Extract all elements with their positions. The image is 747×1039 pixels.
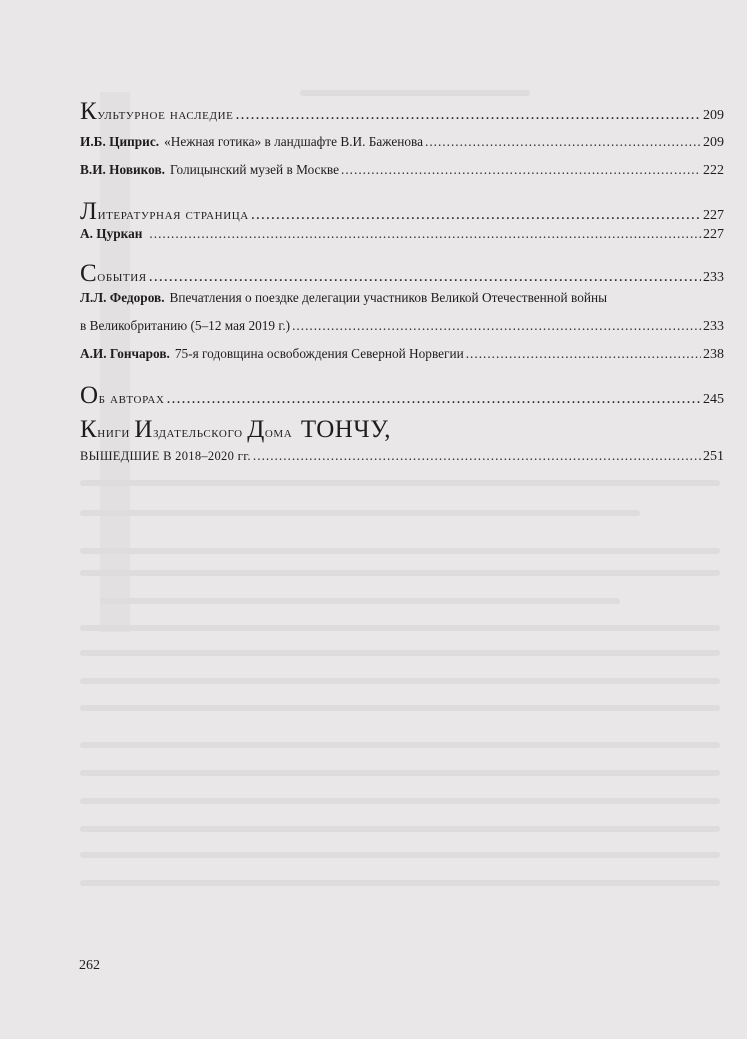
section-title: События bbox=[80, 260, 147, 287]
page-number: 227 bbox=[703, 208, 724, 223]
dot-leader bbox=[149, 226, 701, 242]
section-title: Культурное наследие bbox=[80, 98, 234, 125]
toc-section-heading bbox=[80, 260, 724, 288]
article-author: Л.Л. Федоров. bbox=[80, 290, 165, 305]
article-title: Впечатления о поездке делегации участников Великой Отечественной войны bbox=[169, 290, 608, 305]
show-through-line bbox=[80, 742, 720, 748]
show-through-line bbox=[80, 510, 640, 516]
toc-article bbox=[80, 226, 724, 243]
page-number: 238 bbox=[703, 347, 724, 362]
dot-leader bbox=[292, 318, 701, 334]
dot-leader bbox=[466, 346, 701, 362]
show-through-line bbox=[80, 826, 720, 832]
article-title: Голицынский музей в Москве bbox=[170, 162, 340, 177]
show-through-line bbox=[80, 705, 720, 711]
books-title-word: дома bbox=[247, 416, 293, 443]
show-through-line bbox=[80, 480, 720, 486]
dot-leader bbox=[425, 134, 701, 150]
show-through-line bbox=[80, 880, 720, 886]
show-through-line bbox=[80, 548, 720, 554]
article-title-continuation: в Великобританию (5–12 мая 2019 г.) bbox=[80, 318, 291, 333]
show-through-line bbox=[80, 852, 720, 858]
dot-leader bbox=[251, 206, 701, 224]
books-subtitle-entry bbox=[80, 448, 724, 465]
section-title: Литературная страница bbox=[80, 198, 249, 225]
article-author: А.И. Гончаров. bbox=[80, 346, 170, 361]
toc-article bbox=[80, 162, 724, 179]
page-number: 233 bbox=[703, 270, 724, 285]
toc-section-heading bbox=[80, 98, 724, 126]
toc-article-continuation bbox=[80, 318, 724, 335]
show-through-line bbox=[100, 598, 620, 604]
article-author: И.Б. Циприс. bbox=[80, 134, 160, 149]
show-through-line bbox=[300, 90, 530, 96]
article-title: 75-я годовщина освобождения Северной Норвегии bbox=[174, 346, 464, 361]
article-title: «Нежная готика» в ландшафте В.И. Баженова bbox=[164, 134, 423, 149]
books-section-heading bbox=[80, 416, 391, 444]
books-subtitle: ВЫШЕДШИЕ В 2018–2020 bbox=[80, 449, 235, 463]
show-through-line bbox=[80, 650, 720, 656]
show-through-line bbox=[80, 625, 720, 631]
books-subtitle-tail: гг. bbox=[237, 448, 251, 463]
dot-leader bbox=[253, 448, 701, 464]
section-title: Об авторах bbox=[80, 382, 165, 409]
toc-article bbox=[80, 346, 724, 363]
page-number: 222 bbox=[703, 163, 724, 178]
show-through-line bbox=[80, 798, 720, 804]
show-through-line bbox=[80, 770, 720, 776]
toc-article-first-line bbox=[80, 290, 607, 306]
page-number: 233 bbox=[703, 319, 724, 334]
article-author: А. Цуркан bbox=[80, 226, 143, 241]
folio-page-number: 262 bbox=[79, 958, 100, 973]
show-through-line bbox=[80, 678, 720, 684]
show-through-line bbox=[80, 570, 720, 576]
toc-article bbox=[80, 134, 724, 151]
toc-section-heading bbox=[80, 198, 724, 226]
toc-section-heading bbox=[80, 382, 724, 410]
page-number: 227 bbox=[703, 227, 724, 242]
page-number: 251 bbox=[703, 449, 724, 464]
publisher-brand: ТОНЧУ, bbox=[300, 416, 391, 443]
dot-leader bbox=[149, 268, 701, 286]
dot-leader bbox=[341, 162, 701, 178]
page-number: 209 bbox=[703, 108, 724, 123]
article-author: В.И. Новиков. bbox=[80, 162, 165, 177]
books-title-word: Книги bbox=[80, 416, 130, 443]
page-number: 209 bbox=[703, 135, 724, 150]
page-number: 245 bbox=[703, 392, 724, 407]
dot-leader bbox=[235, 106, 701, 124]
books-title-word: издательского bbox=[134, 416, 243, 443]
dot-leader bbox=[167, 390, 702, 408]
